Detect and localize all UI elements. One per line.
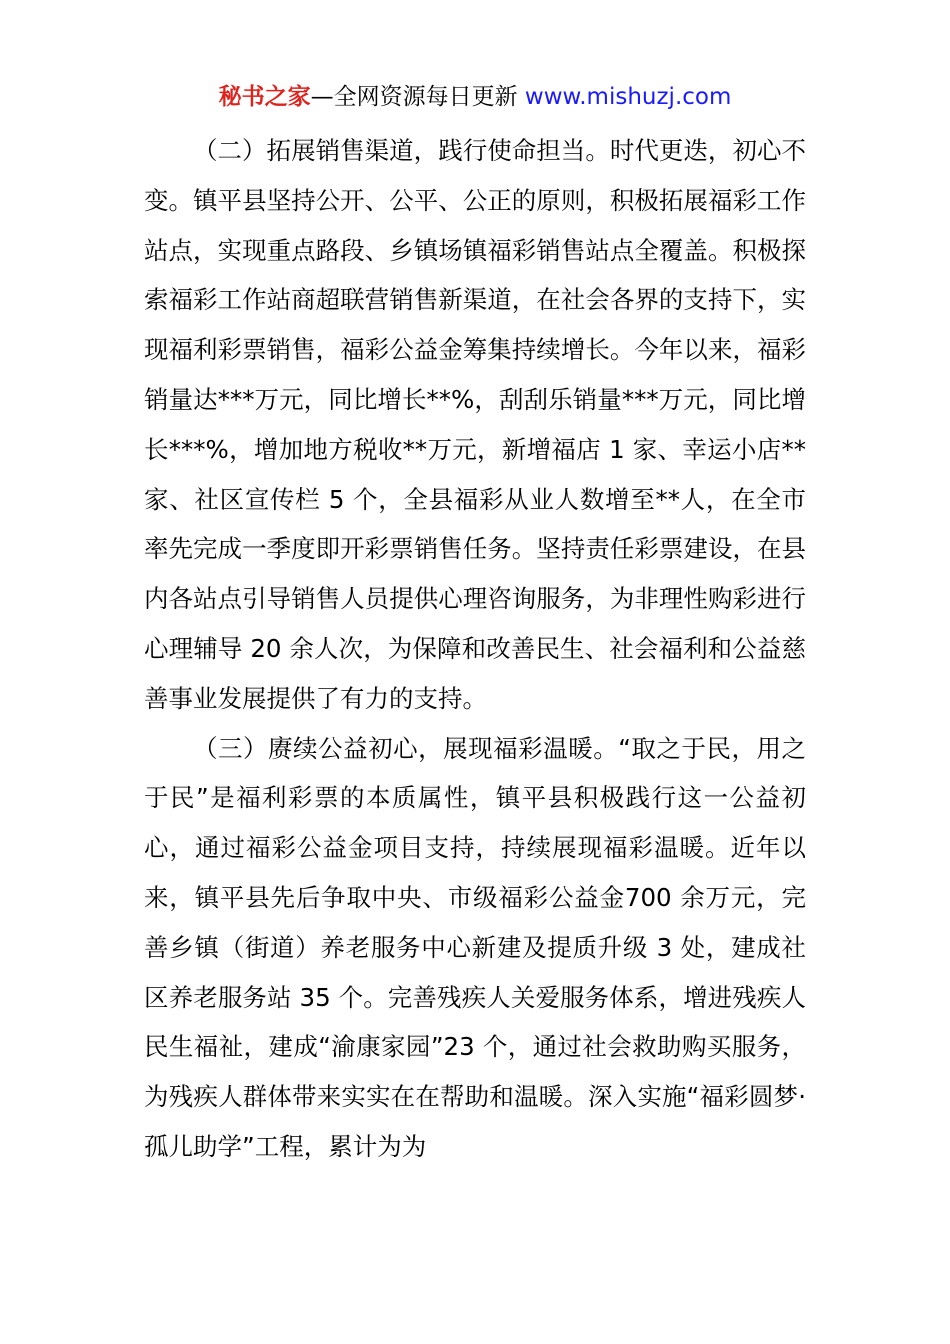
site-tagline: —全网资源每日更新 bbox=[310, 84, 518, 110]
site-header bbox=[0, 82, 950, 112]
document-body bbox=[144, 126, 806, 1172]
site-url-link[interactable]: www.mishuzj.com bbox=[524, 84, 732, 110]
paragraph-sales-channels: （二）拓展销售渠道，践行使命担当。时代更迭，初心不变。镇平县坚持公开、公平、公正的原则，积极拓展福彩工作站点，实现重点路段、乡镇场镇福彩销售站点全覆盖。积极探索福彩工作站商超联营销售新渠道，在社会各界的支持下，实现福利彩票销售，福彩公益金筹集持续增长。今年以来，福彩销量达***万元，同比增长**%，刮刮乐销量***万元，同比增长***%，增加地方税收**万元，新增福店 1 家、幸运小店**家、社区宣传栏 5 个，全县福彩从业人数增至**人，在全市率先完成一季度即开彩票销售任务。坚持责任彩票建设，在县内各站点引导销售人员提供心理咨询服务，为非理性购彩进行心理辅导 20 余人次，为保障和改善民生、社会福利和公益慈善事业发展提供了有力的支持。 bbox=[144, 136, 806, 713]
paragraph-public-welfare: （三）赓续公益初心，展现福彩温暖。“取之于民，用之于民”是福利彩票的本质属性，镇平县积极践行这一公益初心，通过福彩公益金项目支持，持续展现福彩温暖。近年以来，镇平县先后争取中央、市级福彩公益金700 余万元，完善乡镇（街道）养老服务中心新建及提质升级 3 处，建成社区养老服务站 35 个。完善残疾人关爱服务体系，增进残疾人民生福祉，建成“渝康家园”23 个，通过社会救助购买服务，为残疾人群体带来实实在在帮助和温暖。深入实施“福彩圆梦·孤儿助学”工程，累计为为 bbox=[144, 733, 806, 1161]
site-brand: 秘书之家 bbox=[218, 84, 311, 110]
